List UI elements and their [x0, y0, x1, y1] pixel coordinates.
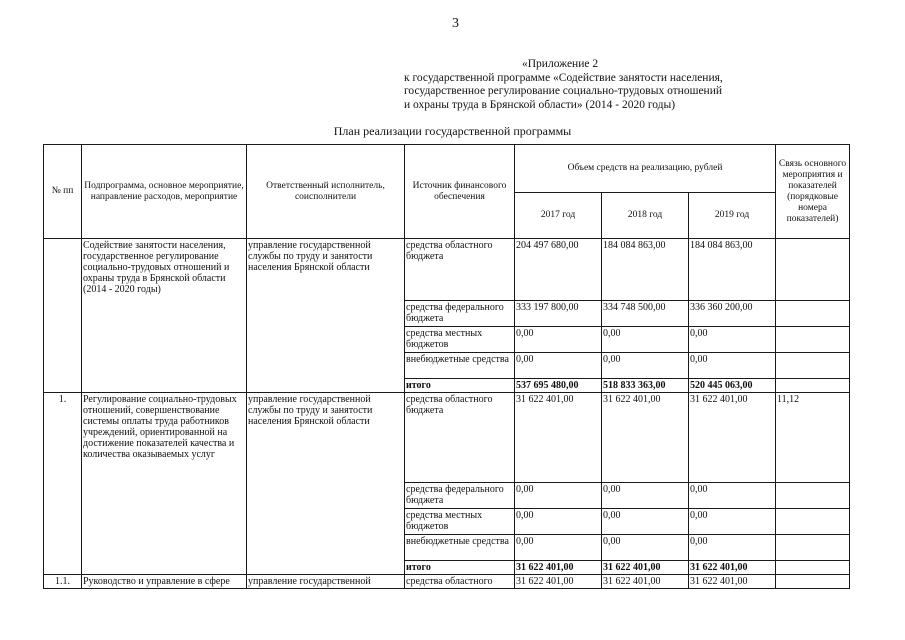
amount-2018: 31 622 401,00	[602, 393, 689, 483]
amount-2019: 0,00	[689, 535, 776, 561]
appendix-line-1: «Приложение 2	[522, 58, 599, 70]
table-row	[44, 393, 850, 483]
measure-name: Содействие занятости населения, государственное регулирование социально-трудовых отношений и охраны труда в Брянской области (2014 - 2020 годы)	[82, 239, 247, 393]
amount-2017: 0,00	[515, 509, 602, 535]
amount-2019: 31 622 401,00	[689, 575, 776, 589]
indicator-link	[776, 483, 850, 509]
row-number: 1.1.	[44, 575, 82, 589]
document-title: План реализации государственной программы	[333, 124, 572, 138]
amount-2018: 31 622 401,00	[602, 561, 689, 575]
indicator-link	[776, 561, 850, 575]
amount-2018: 0,00	[602, 483, 689, 509]
indicator-link	[776, 379, 850, 393]
amount-2018: 0,00	[602, 509, 689, 535]
amount-2017: 31 622 401,00	[515, 575, 602, 589]
row-number: 1.	[44, 393, 82, 575]
amount-2019: 336 360 200,00	[689, 301, 776, 327]
funding-source: средства местных бюджетов	[405, 327, 515, 353]
amount-2017: 333 197 800,00	[515, 301, 602, 327]
amount-2018: 0,00	[602, 353, 689, 379]
header-link: Связь основного мероприятия и показателей (порядковые номера показателей)	[776, 145, 850, 239]
amount-2017: 0,00	[515, 535, 602, 561]
header-funds: Объем средств на реализацию, рублей	[515, 145, 776, 193]
appendix-line-3: государственное регулирование социально-трудовых отношений	[404, 85, 723, 97]
amount-2018: 518 833 363,00	[602, 379, 689, 393]
table-row	[44, 575, 850, 589]
amount-2018: 184 084 863,00	[602, 239, 689, 301]
amount-2017: 537 695 480,00	[515, 379, 602, 393]
amount-2019: 31 622 401,00	[689, 561, 776, 575]
header-year-2019: 2019 год	[689, 193, 776, 239]
funding-source: средства областного бюджета	[405, 393, 515, 483]
amount-2017: 0,00	[515, 353, 602, 379]
funding-source: средства федерального бюджета	[405, 301, 515, 327]
appendix-line-2: к государственной программе «Содействие занятости населения,	[404, 71, 723, 84]
appendix-header	[404, 58, 723, 112]
funding-source: средства областного	[405, 575, 515, 589]
funding-source: итого	[405, 379, 515, 393]
funding-source: внебюджетные средства	[405, 535, 515, 561]
amount-2017: 0,00	[515, 327, 602, 353]
header-subprogram: Подпрограмма, основное мероприятие, направление расходов, мероприятие	[82, 145, 247, 239]
indicator-link: 11,12	[776, 393, 850, 483]
funding-source: итого	[405, 561, 515, 575]
header-year-2017: 2017 год	[515, 193, 602, 239]
appendix-line-4: и охраны труда в Брянской области» (2014 - 2020 годы)	[404, 98, 676, 111]
header-source: Источник финансового обеспечения	[405, 145, 515, 239]
amount-2018: 334 748 500,00	[602, 301, 689, 327]
amount-2019: 0,00	[689, 483, 776, 509]
executor-name: управление государственной службы по труду и занятости населения Брянской области	[247, 239, 405, 393]
indicator-link	[776, 535, 850, 561]
amount-2017: 31 622 401,00	[515, 561, 602, 575]
indicator-link	[776, 239, 850, 301]
header-executor: Ответственный исполнитель, соисполнители	[247, 145, 405, 239]
amount-2019: 0,00	[689, 327, 776, 353]
header-year-2018: 2018 год	[602, 193, 689, 239]
amount-2019: 184 084 863,00	[689, 239, 776, 301]
funding-source: средства местных бюджетов	[405, 509, 515, 535]
amount-2017: 0,00	[515, 483, 602, 509]
amount-2019: 520 445 063,00	[689, 379, 776, 393]
indicator-link	[776, 509, 850, 535]
table-row	[44, 239, 850, 301]
indicator-link	[776, 575, 850, 589]
amount-2017: 31 622 401,00	[515, 393, 602, 483]
executor-name: управление государственной	[247, 575, 405, 589]
amount-2018: 31 622 401,00	[602, 575, 689, 589]
measure-name: Руководство и управление в сфере	[82, 575, 247, 589]
funding-source: средства федерального бюджета	[405, 483, 515, 509]
header-num: № пп	[44, 145, 82, 239]
amount-2019: 31 622 401,00	[689, 393, 776, 483]
indicator-link	[776, 327, 850, 353]
page-number: 3	[452, 16, 459, 31]
funding-source: средства областного бюджета	[405, 239, 515, 301]
amount-2017: 204 497 680,00	[515, 239, 602, 301]
indicator-link	[776, 301, 850, 327]
measure-name: Регулирование социально-трудовых отношений, совершенствование системы оплаты труда работников учреждений, ориентированной на достижение показателей качества и количества оказываемых услуг	[82, 393, 247, 575]
amount-2018: 0,00	[602, 327, 689, 353]
indicator-link	[776, 353, 850, 379]
amount-2019: 0,00	[689, 509, 776, 535]
funding-source: внебюджетные средства	[405, 353, 515, 379]
plan-table	[43, 144, 850, 589]
amount-2019: 0,00	[689, 353, 776, 379]
amount-2018: 0,00	[602, 535, 689, 561]
row-number	[44, 239, 82, 393]
executor-name: управление государственной службы по труду и занятости населения Брянской области	[247, 393, 405, 575]
